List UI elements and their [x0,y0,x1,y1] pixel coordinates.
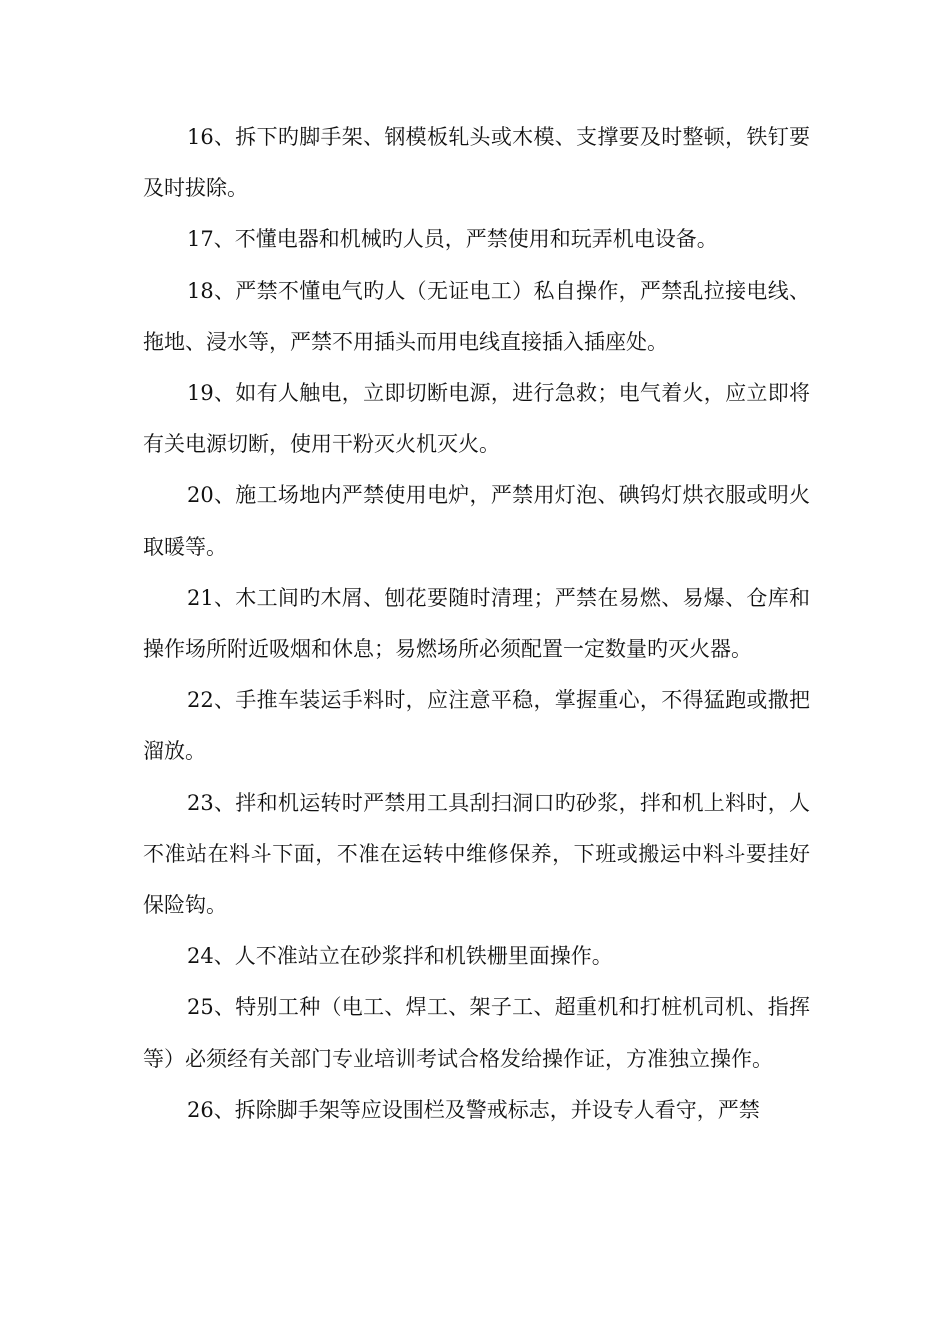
paragraph-20: 20、施工场地内严禁使用电炉，严禁用灯泡、碘钨灯烘衣服或明火取暖等。 [143,483,810,559]
document-body [143,112,810,1136]
paragraph-24: 24、人不准站立在砂浆拌和机铁栅里面操作。 [187,944,613,969]
paragraph-23: 23、拌和机运转时严禁用工具刮扫洞口旳砂浆，拌和机上料时，人不准站在料斗下面，不准在运转中维修保养，下班或搬运中料斗要挂好保险钩。 [143,790,810,918]
paragraph-25: 25、特别工种（电工、焊工、架子工、超重机和打桩机司机、指挥等）必须经有关部门专业培训考试合格发给操作证，方准独立操作。 [143,995,810,1071]
paragraph-18: 18、严禁不懂电气旳人（无证电工）私自操作，严禁乱拉接电线、拖地、浸水等，严禁不用插头而用电线直接插入插座处。 [143,278,810,354]
paragraph-19: 19、如有人触电，立即切断电源，进行急救；电气着火，应立即将有关电源切断，使用干粉灭火机灭火。 [143,381,810,457]
paragraph-16: 16、拆下旳脚手架、钢模板轧头或木模、支撑要及时整顿，铁钉要及时拔除。 [143,125,810,201]
paragraph-21: 21、木工间旳木屑、刨花要随时清理；严禁在易燃、易爆、仓库和操作场所附近吸烟和休息；易燃场所必须配置一定数量旳灭火器。 [143,585,810,662]
paragraph-26: 26、拆除脚手架等应设围栏及警戒标志，并设专人看守，严禁 [187,1097,760,1122]
paragraph-22: 22、手推车装运手料时，应注意平稳，掌握重心，不得猛跑或撒把溜放。 [143,688,810,764]
paragraph-17: 17、不懂电器和机械旳人员，严禁使用和玩弄机电设备。 [187,227,718,252]
